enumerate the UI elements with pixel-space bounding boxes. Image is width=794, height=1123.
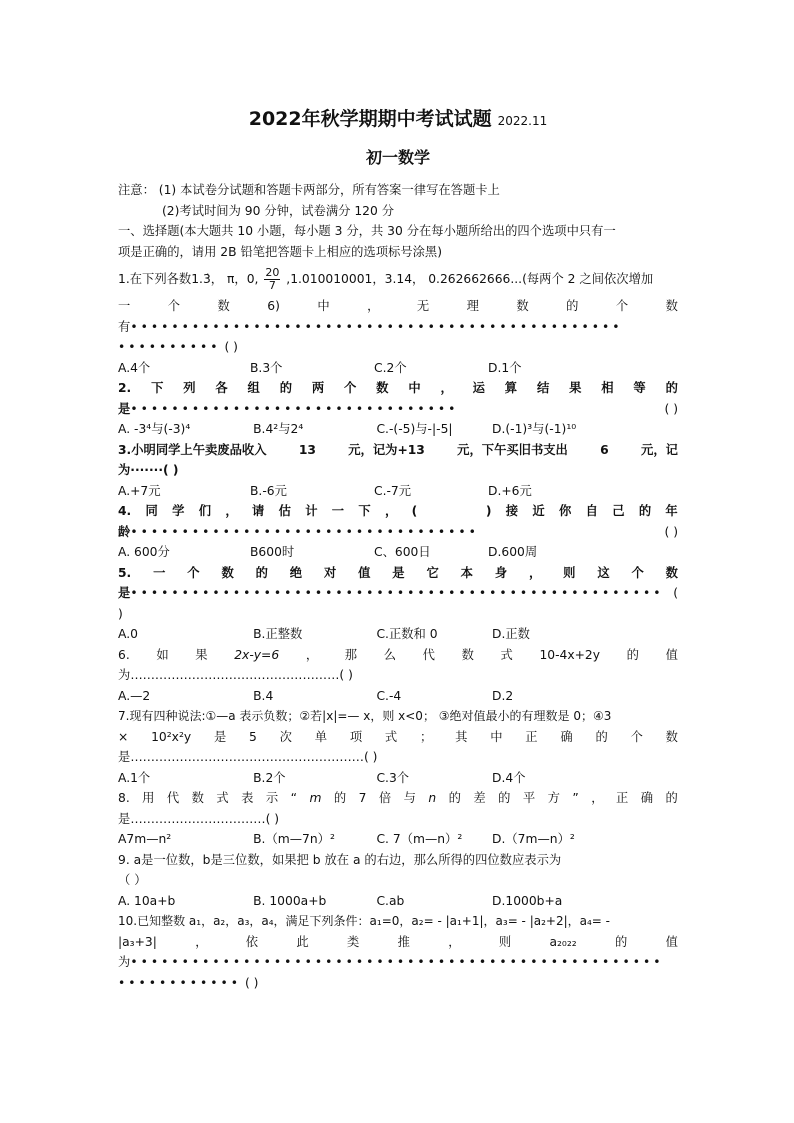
q5-option-a: A.0 <box>118 627 138 641</box>
q5-paren-open: ( <box>673 586 678 600</box>
q10-row2-0: |a₃+3| <box>118 934 157 949</box>
q8-option-a: A7m—n² <box>118 832 172 846</box>
exam-title-text: 2022年秋学期期中考试试题 <box>248 108 492 130</box>
q6-row1-7: 代 <box>422 647 435 662</box>
q10-row2-2: 依 <box>245 934 259 949</box>
q9-option-b: B. 1000a+b <box>253 893 327 908</box>
q1-fraction-denominator: 7 <box>268 279 276 292</box>
section-heading-line-1: 一、选择题(本大题共 10 小题，每小题 3 分，共 30 分在每小题所给出的四个选项中只有一 <box>118 224 616 238</box>
q8-row1-9: 的 <box>333 791 347 805</box>
q1-row2-7: 理 <box>466 299 479 313</box>
q1-row2-3: 6) <box>267 299 280 313</box>
q2-answer-paren: ( ) <box>664 401 678 416</box>
q8-row1-16: 的 <box>498 791 511 805</box>
q8-option-c: C. 7（m—n）² <box>376 832 463 846</box>
q4-blank <box>432 501 472 522</box>
q1-row2-1: 个 <box>167 299 181 313</box>
q10-row2-9: 的 <box>615 934 628 949</box>
question-10-line-1: 10.已知整数 a₁，a₂，a₃，a₄，满足下列条件：a₁=0，a₂= - |a₁+1|，a₃= - |a₂+2|，a₄= - <box>118 914 611 928</box>
q4-row1-4: ， <box>225 504 238 518</box>
q6-row1-0: 6. <box>118 647 130 662</box>
q4-answer-paren: ( ) <box>664 524 678 539</box>
q4-row1-20: 年 <box>665 504 678 518</box>
q7-row2-12: 确 <box>560 729 573 744</box>
q7-answer-paren: ( ) <box>363 750 378 764</box>
question-10-line-3 <box>118 952 678 973</box>
q3-row1-2: 元，记为+13 <box>348 442 425 457</box>
q5-row1-5: 绝 <box>289 565 303 580</box>
q2-row1-4: 组 <box>247 381 260 395</box>
q7-row2-5: 单 <box>314 729 328 744</box>
q2-row1-2: 列 <box>183 381 196 395</box>
q6-row1-5: 那 <box>344 647 358 662</box>
question-1-options <box>118 358 678 379</box>
q7-row2-2: 是 <box>213 729 227 744</box>
q6-condition: 2x-y=6 <box>234 647 280 662</box>
question-7-options <box>118 768 678 789</box>
question-1-line-1 <box>118 262 678 296</box>
q5-row1-16: 数 <box>665 565 678 580</box>
q7-row2-7: 式 <box>384 729 398 744</box>
q5-row2-lead: 是 <box>118 586 131 600</box>
q2-row1-15: 相 <box>601 381 614 395</box>
q1-row2-8: 数 <box>516 299 529 313</box>
q8-row1-5: 表 <box>241 791 254 805</box>
question-5-line-2 <box>118 583 678 604</box>
q7-row3-dots: ………………………………………………… <box>130 750 364 764</box>
question-2-line-2 <box>118 399 678 420</box>
q3-row1-0: 3.小明同学上午卖废品收入 <box>118 442 267 457</box>
q7-row2-1: 10²x²y <box>151 729 192 744</box>
q10-row3-lead: 为 <box>118 955 131 969</box>
q8-row1-21: 正 <box>615 791 629 805</box>
question-5-options <box>118 624 678 645</box>
q6-row1-11: 的 <box>626 647 639 662</box>
q4-option-c: C、600日 <box>374 545 431 559</box>
question-9-line-1: 9. a是一位数，b是三位数，如果把 b 放在 a 的右边，那么所得的四位数应表示为 <box>118 852 562 867</box>
q1-row2-5: ， <box>367 299 380 313</box>
q5-paren-close: ) <box>118 606 123 621</box>
question-4-options <box>118 542 678 563</box>
q9-option-c: C.ab <box>376 893 405 908</box>
q1-fraction <box>264 267 280 292</box>
question-2-line-1 <box>118 378 678 399</box>
q1-answer-paren: ( ) <box>224 340 238 354</box>
q8-row2-dots: …………………………… <box>130 811 266 826</box>
q2-row1-0: 2. <box>118 381 132 395</box>
q8-row1-1: 用 <box>142 791 155 805</box>
q5-row1-1: 一 <box>153 565 166 580</box>
q4-row1-0: 4. <box>118 504 132 518</box>
q5-row1-4: 的 <box>255 565 268 580</box>
q7-row2-15: 数 <box>665 729 678 744</box>
question-2-options <box>118 419 678 440</box>
q8-row1-18: 方 <box>547 791 560 805</box>
q4-row1-1: 同 <box>145 504 158 518</box>
q1-row2-4: 中 <box>317 299 330 313</box>
q5-row1-13: 则 <box>563 565 576 580</box>
q2-option-a: A. -3⁴与(-3)⁴ <box>118 422 191 436</box>
question-9-options <box>118 891 678 912</box>
q2-row1-12: 算 <box>504 381 518 395</box>
q4-row1-19: 的 <box>638 504 652 518</box>
question-5-line-1 <box>118 563 678 584</box>
q10-row2-4: 类 <box>347 934 360 949</box>
q6-row1-12: 值 <box>665 647 678 662</box>
q4-option-d: D.600周 <box>488 545 538 559</box>
q1-option-c: C.2个 <box>374 360 407 375</box>
question-6-line-1 <box>118 645 678 666</box>
q5-row1-2: 个 <box>187 565 200 580</box>
q8-row1-17: 平 <box>522 791 536 805</box>
exam-title <box>118 104 678 131</box>
question-3-line-2: 为·······( ) <box>118 463 179 477</box>
question-8-line-2 <box>118 809 678 830</box>
q8-option-d: D.（7m—n）² <box>492 832 575 846</box>
question-10-line-4 <box>118 973 678 994</box>
q2-row1-8: 数 <box>376 381 389 395</box>
q6-option-d: D.2 <box>492 688 514 703</box>
q6-option-a: A.—2 <box>118 688 151 703</box>
q4-row1-15: 近 <box>532 504 545 518</box>
q4-option-a: A. 600分 <box>118 545 170 559</box>
exam-subject: 初一数学 <box>365 148 430 167</box>
q4-row1-3: 们 <box>198 504 212 518</box>
q5-option-b: B.正整数 <box>253 627 303 641</box>
q1-before: 1.在下列各数1.3̇， <box>118 272 224 286</box>
q10-row2-7: 则 <box>498 934 512 949</box>
q7-option-d: D.4个 <box>492 770 526 785</box>
q5-row1-10: 本 <box>460 565 473 580</box>
note-line-2: (2)考试时间为 90 分钟，试卷满分 120 分 <box>162 203 395 218</box>
section-heading-line-2: 项是正确的，请用 2B 铅笔把答题卡上相应的选项标号涂黑) <box>118 244 443 259</box>
q2-row2-lead: 是 <box>118 401 131 416</box>
q10-row3-dots: •••••••••••••••••••••••••••••••••••••••••••••••••••• <box>130 955 664 969</box>
q3-option-b: B.-6元 <box>250 483 287 498</box>
q10-answer-paren: ( ) <box>244 975 259 990</box>
q3-row1-3: 元，下午买旧书支出 <box>457 442 568 457</box>
q10-row2-5: 推 <box>397 934 410 949</box>
question-3-options <box>118 481 678 502</box>
question-9-line-2: （ ） <box>118 873 147 887</box>
q5-option-c: C.正数和 0 <box>376 627 438 641</box>
q5-row1-14: 这 <box>597 565 610 580</box>
q2-option-c: C.-(-5)与-|-5| <box>376 422 453 436</box>
question-8-line-1 <box>118 788 678 809</box>
q2-row1-5: 的 <box>279 381 293 395</box>
q8-row1-14: 的 <box>448 791 461 805</box>
q1-row2-9: 的 <box>566 299 579 313</box>
q6-row2-dots: …………………………………………… <box>130 668 340 682</box>
question-6-line-2 <box>118 665 678 686</box>
q6-row1-8: 数 <box>461 647 474 662</box>
q7-row2-11: 正 <box>525 729 538 744</box>
q8-row1-19: ” <box>572 791 579 805</box>
q2-row2-dots: •••••••••••••••••••••••••••••••• <box>130 401 459 416</box>
q4-row2-lead: 龄 <box>118 524 131 539</box>
q4-option-b: B600时 <box>250 545 295 559</box>
q4-row1-10: ， <box>385 504 398 518</box>
q1-row2-6: 无 <box>416 299 430 313</box>
q8-row1-12: 与 <box>403 791 416 805</box>
q2-row1-9: 中 <box>408 381 421 395</box>
question-7-line-1: 7.现有四种说法:①—a 表示负数；②若|x|=— x，则 x<0； ③绝对值最小的有理数是 0；④3 <box>118 709 612 723</box>
q8-row1-22: 确 <box>640 791 654 805</box>
q7-row2-3: 5 <box>249 729 257 744</box>
q4-row1-11: ( <box>411 504 418 518</box>
exam-content <box>118 104 678 993</box>
q7-row3-lead: 是 <box>118 750 131 764</box>
q2-option-b: B.4²与2⁴ <box>253 422 304 436</box>
q2-row1-17: 的 <box>665 381 678 395</box>
q1-option-d: D.1个 <box>488 360 522 375</box>
q5-row1-6: 对 <box>323 565 337 580</box>
q8-row2-lead: 是 <box>118 811 131 826</box>
q7-row2-14: 个 <box>630 729 643 744</box>
q5-row1-15: 个 <box>631 565 644 580</box>
question-1-line-4 <box>118 337 678 358</box>
q5-row1-3: 数 <box>221 565 234 580</box>
q6-expression: 10-4x+2y <box>539 647 601 662</box>
q1-option-a: A.4个 <box>118 360 151 375</box>
question-1-line-2 <box>118 296 678 317</box>
q1-after: ,1.010010001，3.14， 0.262662666...(每两个 2 之间依次增加 <box>286 272 654 286</box>
q4-row1-16: 你 <box>558 504 572 518</box>
q10-row2-8: a₂₀₂₂ <box>549 934 577 949</box>
q7-row2-8: ； <box>420 729 433 744</box>
q3-option-c: C.-7元 <box>374 483 412 498</box>
q4-row1-7: 计 <box>305 504 318 518</box>
q5-row1-11: 身 <box>494 565 508 580</box>
q1-row4-dots: •••••••••• <box>118 340 221 354</box>
q1-option-b: B.3个 <box>250 360 283 375</box>
q1-pi: π，0, <box>227 272 259 286</box>
q2-row1-10: ， <box>440 381 453 395</box>
q7-row2-13: 的 <box>595 729 608 744</box>
question-3-line-1 <box>118 440 678 461</box>
q10-row2-1: ， <box>195 934 208 949</box>
q7-row2-4: 次 <box>279 729 292 744</box>
q1-row2-2: 数 <box>217 299 230 313</box>
q6-option-b: B.4 <box>253 688 274 703</box>
q9-option-d: D.1000b+a <box>492 893 563 908</box>
q8-row1-20: ， <box>591 791 604 805</box>
q4-row1-8: 一 <box>331 504 345 518</box>
q2-row1-7: 个 <box>344 381 357 395</box>
q8-var-n: n <box>428 791 437 805</box>
q8-row1-23: 的 <box>665 791 678 805</box>
q6-row1-1: 如 <box>156 647 169 662</box>
q5-row1-0: 5. <box>118 565 132 580</box>
q6-row1-9: 式 <box>500 647 513 662</box>
q8-option-b: B.（m—7n）² <box>253 832 335 846</box>
q7-row2-9: 其 <box>455 729 468 744</box>
note-line-1: 注意： (1) 本试卷分试题和答题卡两部分，所有答案一律写在答题卡上 <box>118 183 500 197</box>
question-6-options <box>118 686 678 707</box>
q5-row1-8: 是 <box>392 565 405 580</box>
q7-option-c: C.3个 <box>376 770 410 785</box>
q1-fraction-numerator: 20 <box>265 266 280 279</box>
q3-row1-4: 6 <box>600 442 609 457</box>
q1-row2-10: 个 <box>615 299 629 313</box>
q2-row1-3: 各 <box>215 381 228 395</box>
q6-row1-4: ， <box>305 647 319 662</box>
q2-row1-1: 下 <box>151 381 164 395</box>
q3-option-a: A.+7元 <box>118 483 161 498</box>
q8-row1-7: “ <box>290 791 298 805</box>
q6-row1-6: 么 <box>383 647 396 662</box>
q4-row1-13: ) <box>485 504 492 518</box>
q4-row1-6: 估 <box>278 504 291 518</box>
q2-row1-14: 果 <box>569 381 582 395</box>
question-4-line-1 <box>118 501 678 522</box>
q8-row1-6: 示 <box>265 791 279 805</box>
q2-row1-16: 等 <box>633 381 646 395</box>
q8-row1-0: 8. <box>118 791 130 805</box>
question-7-line-3 <box>118 747 678 768</box>
question-7-line-2 <box>118 727 678 748</box>
exam-date: 2022.11 <box>497 114 548 128</box>
q2-row1-13: 结 <box>536 381 550 395</box>
q8-var-m: m <box>309 791 322 805</box>
q5-option-d: D.正数 <box>492 627 530 641</box>
q5-row1-7: 值 <box>358 565 371 580</box>
q4-row1-17: 自 <box>585 504 598 518</box>
q4-row1-18: 己 <box>612 504 625 518</box>
q5-row2-dots: •••••••••••••••••••••••••••••••••••••••••••••••••••• <box>130 586 664 600</box>
q8-row1-4: 式 <box>216 791 229 805</box>
q7-option-b: B.2个 <box>253 770 286 785</box>
q10-row2-3: 此 <box>296 934 309 949</box>
question-10-line-2 <box>118 932 678 953</box>
q8-row1-15: 差 <box>473 791 486 805</box>
q6-option-c: C.-4 <box>376 688 402 703</box>
q2-row1-6: 两 <box>311 381 325 395</box>
q2-row1-11: 运 <box>472 381 485 395</box>
q7-row2-10: 中 <box>490 729 503 744</box>
q4-row1-2: 学 <box>172 504 185 518</box>
q5-row1-9: 它 <box>426 565 439 580</box>
q9-option-a: A. 10a+b <box>118 893 176 908</box>
q8-row1-10: 7 <box>358 791 367 805</box>
q10-row2-6: ， <box>448 934 461 949</box>
q8-row1-3: 数 <box>191 791 204 805</box>
q8-row1-2: 代 <box>166 791 180 805</box>
q1-row3-dots: •••••••••••••••••••••••••••••••••••••••••••••••• <box>130 319 623 334</box>
q7-row2-0: × <box>118 729 129 744</box>
q3-row1-1: 13 <box>298 442 316 457</box>
q3-option-d: D.+6元 <box>488 483 532 498</box>
q1-row2-11: 数 <box>665 299 678 313</box>
q10-row4-dots: •••••••••••• <box>118 975 242 990</box>
q6-row2-lead: 为 <box>118 668 131 682</box>
q2-option-d: D.(-1)³与(-1)¹⁰ <box>492 422 577 436</box>
q1-row3-lead: 有 <box>118 319 131 334</box>
q7-option-a: A.1个 <box>118 770 151 785</box>
q8-row1-11: 倍 <box>378 791 392 805</box>
q8-answer-paren: ( ) <box>265 811 280 826</box>
q5-row1-12: ， <box>528 565 542 580</box>
question-4-line-2 <box>118 522 678 543</box>
q6-answer-paren: ( ) <box>339 668 353 682</box>
q4-row1-5: 请 <box>251 504 265 518</box>
q6-row1-2: 果 <box>195 647 208 662</box>
q7-row2-6: 项 <box>349 729 363 744</box>
q4-row1-9: 下 <box>358 504 371 518</box>
question-1-line-3 <box>118 317 678 338</box>
q1-row2-0: 一 <box>118 299 131 313</box>
q10-row2-10: 值 <box>665 934 678 949</box>
q4-row2-dots: •••••••••••••••••••••••••••••••••• <box>130 524 479 539</box>
q4-row1-14: 接 <box>505 504 519 518</box>
q3-row1-5: 元，记 <box>641 442 678 457</box>
question-8-options <box>118 829 678 850</box>
